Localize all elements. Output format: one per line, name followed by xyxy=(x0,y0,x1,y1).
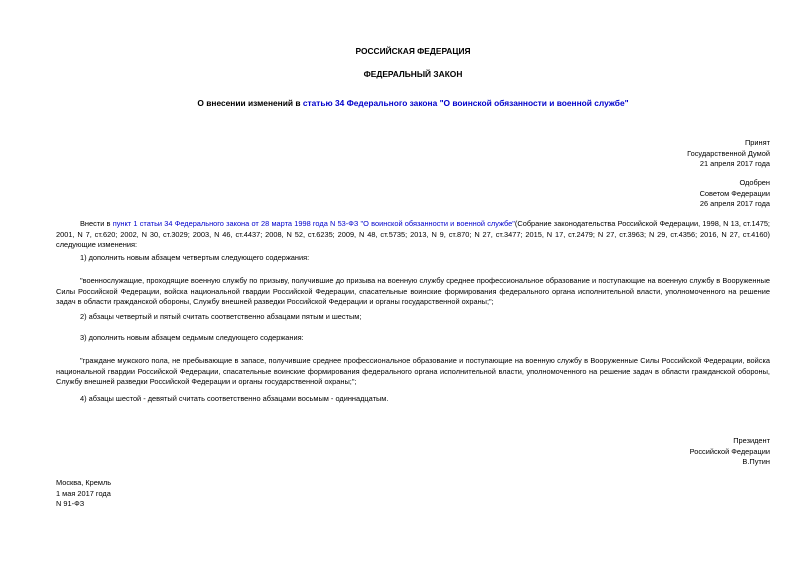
adopted-line2: Государственной Думой xyxy=(687,148,770,158)
signature-line3: В.Путин xyxy=(742,457,770,467)
item-1-text: "военнослужащие, проходящие военную службу по призыву, получившие до призыва на военную службу среднее профессиональное образование и поступающие на военную службу в Вооруженные Силы Российской Федерации, войска национальной гвардии Российской Федерации, спасательные воинские формирования федерального органа исполнительной власти, уполномоченного на решение задач в области гражданской обороны, Службу внешней разведки Российской Федерации и органы государственной охраны;"; xyxy=(56,276,770,307)
intro-link[interactable]: пункт 1 статьи 34 Федерального закона от 28 марта 1998 года N 53-ФЗ "О воинской обязанности и военной службе" xyxy=(112,219,515,228)
country-heading: РОССИЙСКАЯ ФЕДЕРАЦИЯ xyxy=(355,46,471,56)
law-title-link[interactable]: статью 34 Федерального закона "О воинской обязанности и военной службе" xyxy=(302,98,629,108)
signature-block xyxy=(550,436,770,468)
intro-suffix: (Собрание законодательства Российской Федерации, 1998, N 13, ст.1475; 2001, N 7, ст.620; 2002, N 30, ст.3029; 2003, N 46, ст.4437; 2008, N 52, ст.6235; 2009, N 48, ст.5735; 2013, N 9, ст.870; N 27, ст.3477; 2015, N 17, ст.2479; N 27, ст.3963; N 29, ст.4356; 2016, N 27, ст.4160) следующие изменения: xyxy=(56,219,770,250)
item-1: 1) дополнить новым абзацем четвертым следующего содержания: xyxy=(80,253,310,262)
document-page xyxy=(56,0,770,571)
footer-date: 1 мая 2017 года xyxy=(56,488,111,498)
approved-line1: Одобрен xyxy=(739,178,770,187)
intro-paragraph xyxy=(56,219,770,251)
item-3: 3) дополнить новым абзацем седьмым следующего содержания: xyxy=(80,333,304,342)
item-4: 4) абзацы шестой - девятый считать соответственно абзацами восьмым - одиннадцатым. xyxy=(80,394,389,403)
adopted-block xyxy=(550,138,770,170)
signature-line1: Президент xyxy=(733,436,770,445)
adopted-line3: 21 апреля 2017 года xyxy=(699,159,770,169)
law-title xyxy=(56,97,770,109)
adopted-line1: Принят xyxy=(744,138,770,147)
footer-block xyxy=(56,478,256,510)
footer-place: Москва, Кремль xyxy=(56,478,112,487)
signature-line2: Российской Федерации xyxy=(689,446,770,456)
doc-type-heading: ФЕДЕРАЛЬНЫЙ ЗАКОН xyxy=(363,69,463,79)
approved-line3: 26 апреля 2017 года xyxy=(699,199,770,209)
intro-prefix: Внести в xyxy=(80,219,113,228)
law-title-prefix: О внесении изменений в xyxy=(197,98,303,108)
approved-block xyxy=(550,178,770,210)
item-3-text: "граждане мужского пола, не пребывающие в запасе, получившие среднее профессиональное образование и поступающие на военную службу в Вооруженные Силы Российской Федерации, войска национальной гвардии Российской Федерации, спасательные воинские формирования федерального органа исполнительной власти, уполномоченного на решение задач в области гражданской обороны, Службу внешней разведки Российской Федерации и органы государственной охраны;"; xyxy=(56,356,770,387)
footer-number: N 91-ФЗ xyxy=(56,499,85,509)
approved-line2: Советом Федерации xyxy=(699,188,770,198)
item-2: 2) абзацы четвертый и пятый считать соответственно абзацами пятым и шестым; xyxy=(80,312,362,321)
